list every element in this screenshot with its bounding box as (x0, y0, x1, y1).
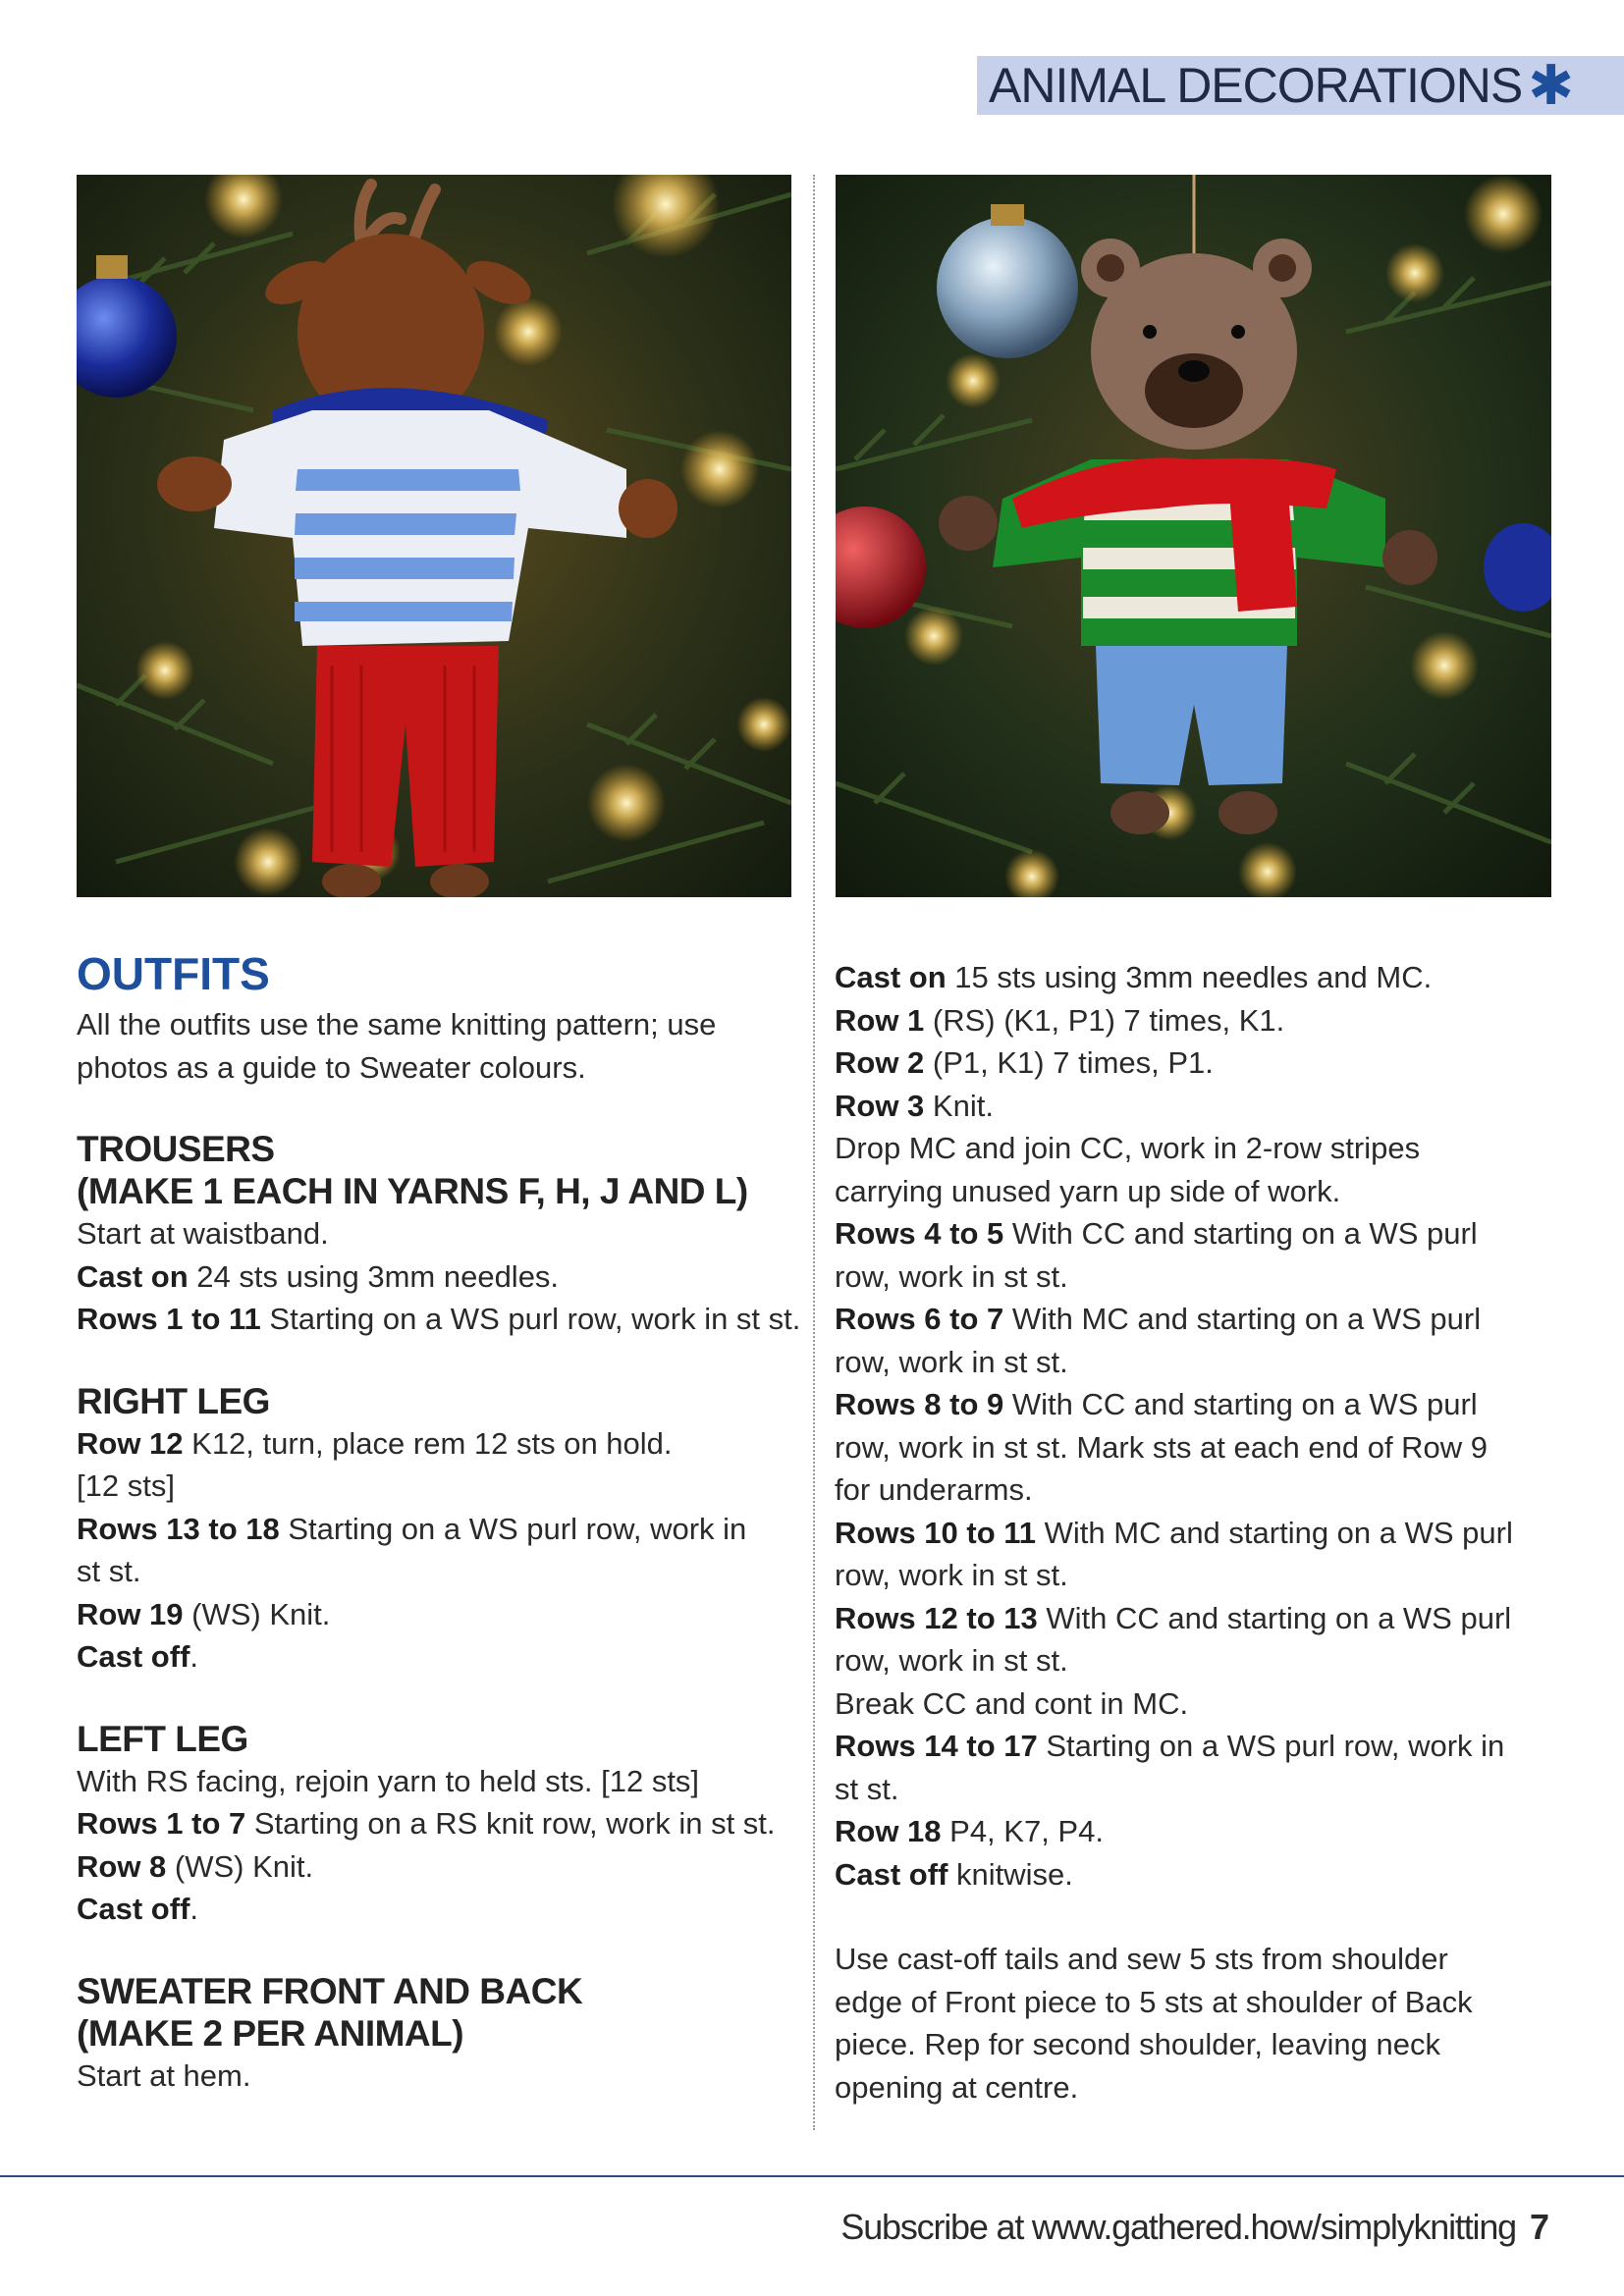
sweater-cast-on-line (835, 956, 1561, 999)
spacer (77, 1931, 803, 1970)
rows-12-13-line (835, 1597, 1561, 1640)
left-text-column (77, 948, 803, 2097)
outfits-heading: OUTFITS (77, 948, 270, 999)
row-12-line (77, 1422, 803, 1466)
drop-mc-line-1: Drop MC and join CC, work in 2-row stripes (835, 1131, 1421, 1165)
instruction-label: Row 8 (77, 1848, 167, 1884)
instruction-label: Rows 1 to 7 (77, 1806, 246, 1841)
rows-8-9-line-cont-2: for underarms. (835, 1472, 1033, 1507)
right-leg-heading: RIGHT LEG (77, 1380, 270, 1421)
instruction-text: (RS) (K1, P1) 7 times, K1. (924, 1002, 1285, 1038)
instruction-text: P4, K7, P4. (941, 1814, 1104, 1848)
rows-6-7-line (835, 1298, 1561, 1341)
reindeer-ornament-photo (77, 175, 791, 897)
rows-10-11-line-cont: row, work in st st. (835, 1558, 1068, 1592)
row-8-line (77, 1845, 803, 1889)
rows-6-7-line-cont: row, work in st st. (835, 1344, 1068, 1379)
row-3-line (835, 1085, 1561, 1128)
instruction-text: . (189, 1892, 199, 1926)
row-12-line-cont: [12 sts] (77, 1468, 175, 1503)
instruction-label: Rows 14 to 17 (835, 1729, 1038, 1763)
page-number: 7 (1529, 2207, 1549, 2247)
instruction-label: Rows 4 to 5 (835, 1216, 1004, 1251)
asterisk-icon: ✱ (1528, 54, 1575, 116)
outfits-intro-line-2: photos as a guide to Sweater colours. (77, 1049, 586, 1085)
reindeer-ornament-illustration (77, 175, 791, 897)
instruction-text: (WS) Knit. (166, 1848, 314, 1884)
right-leg-cast-off-line (77, 1635, 803, 1679)
bear-ornament-photo (836, 175, 1551, 897)
row-18-line (835, 1810, 1561, 1853)
footer-rule (0, 2175, 1624, 2177)
start-waistband-text: Start at waistband. (77, 1216, 329, 1251)
instruction-text: With MC and starting on a WS purl (1003, 1302, 1482, 1336)
row-1-line (835, 999, 1561, 1042)
instruction-label: Row 18 (835, 1814, 942, 1848)
rows-13-18-line-cont: st st. (77, 1554, 141, 1588)
rows-1-7-line (77, 1802, 803, 1845)
instruction-label: Rows 10 to 11 (835, 1515, 1037, 1550)
left-leg-intro: With RS facing, rejoin yarn to held sts. [12 sts] (77, 1763, 700, 1798)
finishing-line-2: edge of Front piece to 5 sts at shoulder of Back (835, 1984, 1473, 2019)
instruction-label: Cast on (77, 1258, 189, 1294)
rows-12-13-line-cont: row, work in st st. (835, 1643, 1068, 1678)
section-title: ANIMAL DECORATIONS (989, 58, 1523, 113)
instruction-text: With MC and starting on a WS purl (1036, 1515, 1513, 1550)
spacer (77, 1679, 803, 1718)
instruction-label: Rows 1 to 11 (77, 1302, 261, 1336)
outfits-intro-line-1: All the outfits use the same knitting pattern; use (77, 1007, 717, 1041)
instruction-label: Cast off (835, 1856, 948, 1892)
instruction-text: 24 sts using 3mm needles. (188, 1258, 560, 1294)
spacer (835, 948, 1561, 956)
trousers-cast-on-line (77, 1255, 803, 1299)
section-tab (977, 56, 1624, 115)
row-19-line (77, 1593, 803, 1636)
page-footer (840, 2207, 1549, 2248)
sweater-heading: SWEATER FRONT AND BACK (77, 1970, 583, 2011)
instruction-text: 15 sts using 3mm needles and MC. (946, 960, 1433, 994)
spacer (77, 1341, 803, 1380)
instruction-text: Knit. (924, 1088, 994, 1123)
right-text-column (835, 948, 1561, 2109)
column-divider (813, 175, 815, 2130)
finishing-line-4: opening at centre. (835, 2069, 1079, 2105)
finishing-line-1: Use cast-off tails and sew 5 sts from shoulder (835, 1942, 1448, 1976)
instruction-text: Starting on a RS knit row, work in st st. (245, 1806, 776, 1841)
finishing-line-3: piece. Rep for second shoulder, leaving neck (835, 2027, 1440, 2061)
start-hem-text: Start at hem. (77, 2057, 251, 2093)
instruction-text: Starting on a WS purl row, work in (279, 1511, 747, 1546)
break-cc-line: Break CC and cont in MC. (835, 1685, 1189, 1721)
instruction-text: . (189, 1639, 199, 1674)
rows-4-5-line (835, 1212, 1561, 1255)
instruction-text: With CC and starting on a WS purl (1003, 1387, 1478, 1421)
rows-1-11-line (77, 1298, 803, 1341)
sweater-cast-off-line (835, 1853, 1561, 1896)
spacer (77, 1089, 803, 1128)
rows-4-5-line-cont: row, work in st st. (835, 1258, 1068, 1294)
rows-14-17-line (835, 1725, 1561, 1768)
sweater-subheading: (MAKE 2 PER ANIMAL) (77, 2012, 464, 2054)
rows-14-17-line-cont: st st. (835, 1771, 899, 1806)
instruction-label: Rows 6 to 7 (835, 1302, 1004, 1336)
rows-10-11-line (835, 1512, 1561, 1555)
instruction-label: Cast off (77, 1639, 190, 1674)
instruction-text: Starting on a WS purl row, work in (1037, 1729, 1505, 1763)
trousers-heading: TROUSERS (77, 1129, 275, 1169)
subscribe-link[interactable]: Subscribe at www.gathered.how/simplyknitting (840, 2207, 1516, 2247)
instruction-label: Cast on (835, 960, 947, 994)
instruction-text: knitwise. (947, 1856, 1073, 1892)
row-2-line (835, 1041, 1561, 1085)
instruction-text: Starting on a WS purl row, work in st st. (260, 1302, 801, 1336)
instruction-label: Cast off (77, 1892, 190, 1926)
instruction-text: (WS) Knit. (183, 1596, 331, 1631)
instruction-label: Row 1 (835, 1002, 925, 1038)
spacer (835, 1896, 1561, 1938)
instruction-label: Row 2 (835, 1045, 925, 1080)
instruction-text: With CC and starting on a WS purl (1003, 1216, 1478, 1251)
trousers-subheading: (MAKE 1 EACH IN YARNS F, H, J AND L) (77, 1171, 748, 1211)
instruction-label: Row 19 (77, 1596, 184, 1631)
instruction-text: (P1, K1) 7 times, P1. (924, 1045, 1214, 1080)
drop-mc-line-2: carrying unused yarn up side of work. (835, 1173, 1341, 1208)
bear-ornament-illustration (836, 175, 1551, 897)
instruction-label: Row 3 (835, 1088, 925, 1123)
left-leg-cast-off-line (77, 1888, 803, 1931)
instruction-label: Rows 8 to 9 (835, 1387, 1004, 1421)
instruction-label: Rows 12 to 13 (835, 1600, 1038, 1635)
instruction-label: Rows 13 to 18 (77, 1511, 280, 1546)
rows-8-9-line-cont: row, work in st st. Mark sts at each end of Row 9 (835, 1429, 1489, 1465)
rows-8-9-line (835, 1383, 1561, 1426)
instruction-text: K12, turn, place rem 12 sts on hold. (183, 1425, 673, 1461)
instruction-text: With CC and starting on a WS purl (1037, 1600, 1512, 1635)
left-leg-heading: LEFT LEG (77, 1718, 248, 1759)
instruction-label: Row 12 (77, 1425, 184, 1461)
rows-13-18-line (77, 1508, 803, 1551)
